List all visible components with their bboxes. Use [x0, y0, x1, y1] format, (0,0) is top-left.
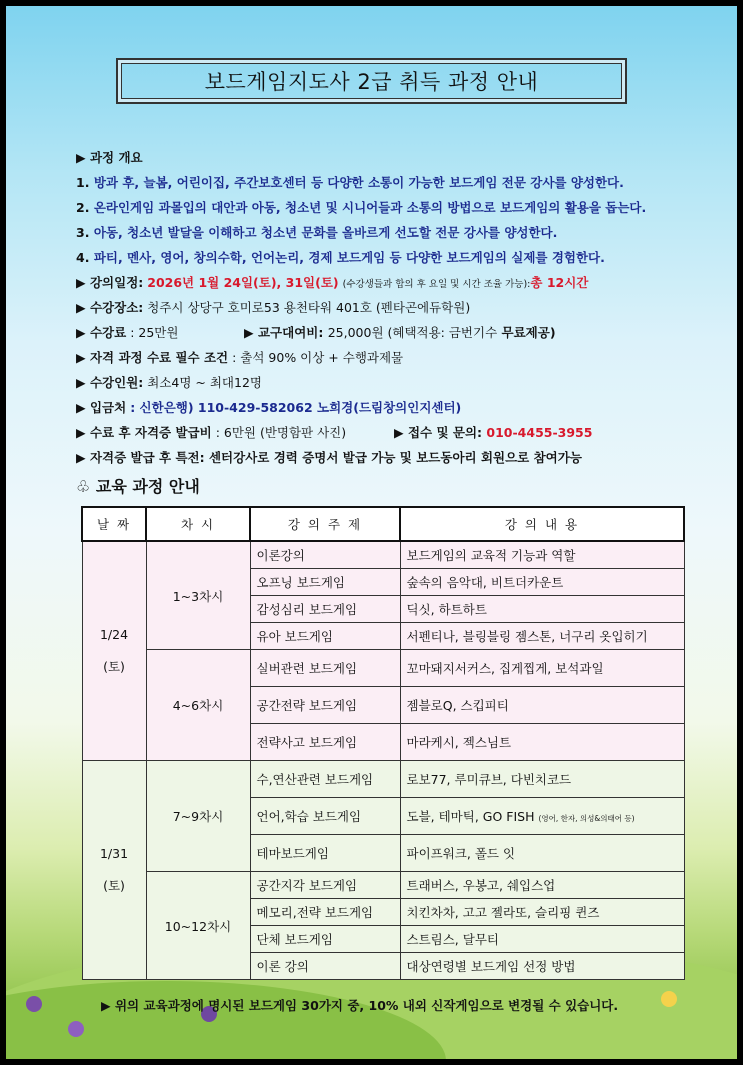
- overview-item: [76, 248, 605, 266]
- content-cell: 대상연령별 보드게임 선정 방법: [400, 953, 684, 980]
- content-cell: 파이프워크, 폴드 잇: [400, 835, 684, 872]
- table-row: [82, 541, 684, 569]
- material-fee-label: ▶ 교구대여비:: [244, 325, 324, 340]
- poster: [6, 6, 737, 1059]
- benefit-line: [76, 448, 582, 466]
- topic-cell: 메모리,전략 보드게임: [250, 899, 400, 926]
- schedule-total: 총 12시간: [530, 275, 589, 290]
- table-row: [82, 650, 684, 687]
- certificate-fee-label: ▶ 수료 후 자격증 발급비: [76, 425, 212, 440]
- header-session: 차 시: [146, 507, 250, 541]
- place-value: 청주시 상당구 호미로53 용천타워 401호 (펜타곤에듀학원): [147, 300, 471, 315]
- header-date: 날 짜: [82, 507, 146, 541]
- content-cell: 서펜티나, 블링블링 젬스톤, 너구리 옷입히기: [400, 623, 684, 650]
- flower-decoration: [68, 1021, 84, 1037]
- contact-phone: 010-4455-3955: [486, 425, 593, 440]
- content-text: 도블, 테마틱, GO FISH: [406, 809, 535, 824]
- session-cell: 1~3차시: [146, 541, 250, 650]
- weekday-value: (토): [103, 659, 125, 674]
- overview-item: [76, 223, 557, 241]
- capacity-line: [76, 373, 262, 391]
- item-number: 3.: [76, 225, 90, 240]
- content-cell: 스트림스, 달무티: [400, 926, 684, 953]
- content-cell: 로보77, 루미큐브, 다빈치코드: [400, 761, 684, 798]
- content-cell: 치킨차차, 고고 젤라또, 슬리핑 퀸즈: [400, 899, 684, 926]
- topic-cell: 공간지각 보드게임: [250, 872, 400, 899]
- date-cell: [82, 541, 146, 761]
- header-content: 강 의 내 용: [400, 507, 684, 541]
- weekday-value: (토): [103, 878, 125, 893]
- payment-value: : 신한은행) 110-429-582062 노희경(드림창의인지센터): [130, 400, 462, 415]
- header-topic: 강 의 주 제: [250, 507, 400, 541]
- item-number: 1.: [76, 175, 90, 190]
- contact-label: ▶ 접수 및 문의:: [394, 425, 483, 440]
- topic-cell: 테마보드게임: [250, 835, 400, 872]
- title-box: [116, 58, 627, 104]
- topic-cell: 유아 보드게임: [250, 623, 400, 650]
- schedule-note: (수강생들과 합의 후 요일 및 시간 조율 가능):: [342, 279, 531, 290]
- session-cell: 10~12차시: [146, 872, 250, 980]
- footnote: ▶ 위의 교육과정에 명시된 보드게임 30가지 중, 10% 내외 신작게임으로 변경될 수 있습니다.: [101, 998, 619, 1013]
- content-cell: 젬블로Q, 스킵피티: [400, 687, 684, 724]
- fee-line: [76, 323, 556, 341]
- session-cell: 7~9차시: [146, 761, 250, 872]
- topic-cell: 실버관련 보드게임: [250, 650, 400, 687]
- payment-label: ▶ 입금처: [76, 400, 127, 415]
- session-cell: 4~6차시: [146, 650, 250, 761]
- table-row: [82, 761, 684, 798]
- table-row: [82, 872, 684, 899]
- place-label: ▶ 수강장소:: [76, 300, 144, 315]
- curriculum-table: [81, 506, 685, 980]
- schedule-dates: 2026년 1월 24일(토), 31일(토): [147, 275, 339, 290]
- topic-cell: 수,연산관련 보드게임: [250, 761, 400, 798]
- content-cell: 보드게임의 교육적 기능과 역할: [400, 541, 684, 569]
- place-line: [76, 298, 470, 316]
- section-title: ♧ 교육 과정 안내: [76, 477, 200, 496]
- overview-item: [76, 173, 624, 191]
- topic-cell: 이론강의: [250, 541, 400, 569]
- capacity-label: ▶ 수강인원:: [76, 375, 144, 390]
- page-title: 보드게임지도사 2급 취득 과정 안내: [204, 70, 539, 94]
- overview-item: [76, 198, 646, 216]
- topic-cell: 오프닝 보드게임: [250, 569, 400, 596]
- certificate-fee-value: : 6만원 (반명함판 사진): [215, 425, 347, 440]
- content-cell: 트래버스, 우봉고, 쉐입스업: [400, 872, 684, 899]
- table-header-row: [82, 507, 684, 541]
- flower-decoration: [26, 996, 42, 1012]
- benefit-label: ▶ 자격증 발급 후 특전:: [76, 450, 205, 465]
- item-text: 온라인게임 과몰입의 대안과 아동, 청소년 및 시니어들과 소통의 방법으로 보드게임의 활용을 돕는다.: [93, 200, 647, 215]
- content-cell: 딕싯, 하트하트: [400, 596, 684, 623]
- material-fee-free: 무료제공): [501, 325, 556, 340]
- item-text: 아동, 청소년 발달을 이해하고 청소년 문화를 올바르게 선도할 전문 강사를 양성한다.: [93, 225, 558, 240]
- date-value: 1/31: [99, 846, 129, 861]
- material-fee: [244, 323, 556, 341]
- fee-label: ▶ 수강료: [76, 325, 127, 340]
- certificate-line: [76, 423, 593, 441]
- requirement-value: : 출석 90% 이상 + 수행과제물: [232, 350, 404, 365]
- flower-decoration: [661, 991, 677, 1007]
- item-number: 4.: [76, 250, 90, 265]
- topic-cell: 언어,학습 보드게임: [250, 798, 400, 835]
- requirement-label: ▶ 자격 과정 수료 필수 조건: [76, 350, 229, 365]
- schedule-label: ▶ 강의일정:: [76, 275, 144, 290]
- topic-cell: 이론 강의: [250, 953, 400, 980]
- topic-cell: 감성심리 보드게임: [250, 596, 400, 623]
- item-number: 2.: [76, 200, 90, 215]
- topic-cell: 전략사고 보드게임: [250, 724, 400, 761]
- content-cell: [400, 798, 684, 835]
- contact: [394, 423, 592, 441]
- topic-cell: 단체 보드게임: [250, 926, 400, 953]
- item-text: 파티, 멘사, 영어, 창의수학, 언어논리, 경제 보드게임 등 다양한 보드게임의 실제를 경험한다.: [93, 250, 605, 265]
- topic-cell: 공간전략 보드게임: [250, 687, 400, 724]
- content-cell: 숲속의 음악대, 비트더카운트: [400, 569, 684, 596]
- payment-line: [76, 398, 461, 416]
- content-cell: 마라케시, 젝스님트: [400, 724, 684, 761]
- benefit-value: 센터강사로 경력 증명서 발급 가능 및 보드동아리 회원으로 참여가능: [208, 450, 582, 465]
- requirement-line: [76, 348, 403, 366]
- date-cell: [82, 761, 146, 980]
- overview-heading: ▶ 과정 개요: [76, 150, 143, 165]
- schedule-line: [76, 273, 588, 291]
- fee-value: : 25만원: [130, 325, 179, 340]
- date-value: 1/24: [99, 627, 129, 642]
- material-fee-value: 25,000원 (혜택적용: 금번기수: [327, 325, 498, 340]
- content-note: (영어, 한자, 의성&의태어 등): [538, 814, 635, 823]
- content-cell: 꼬마돼지서커스, 집게찝게, 보석과일: [400, 650, 684, 687]
- item-text: 방과 후, 늘봄, 어린이집, 주간보호센터 등 다양한 소통이 가능한 보드게임 전문 강사를 양성한다.: [93, 175, 624, 190]
- capacity-value: 최소4명 ~ 최대12명: [147, 375, 262, 390]
